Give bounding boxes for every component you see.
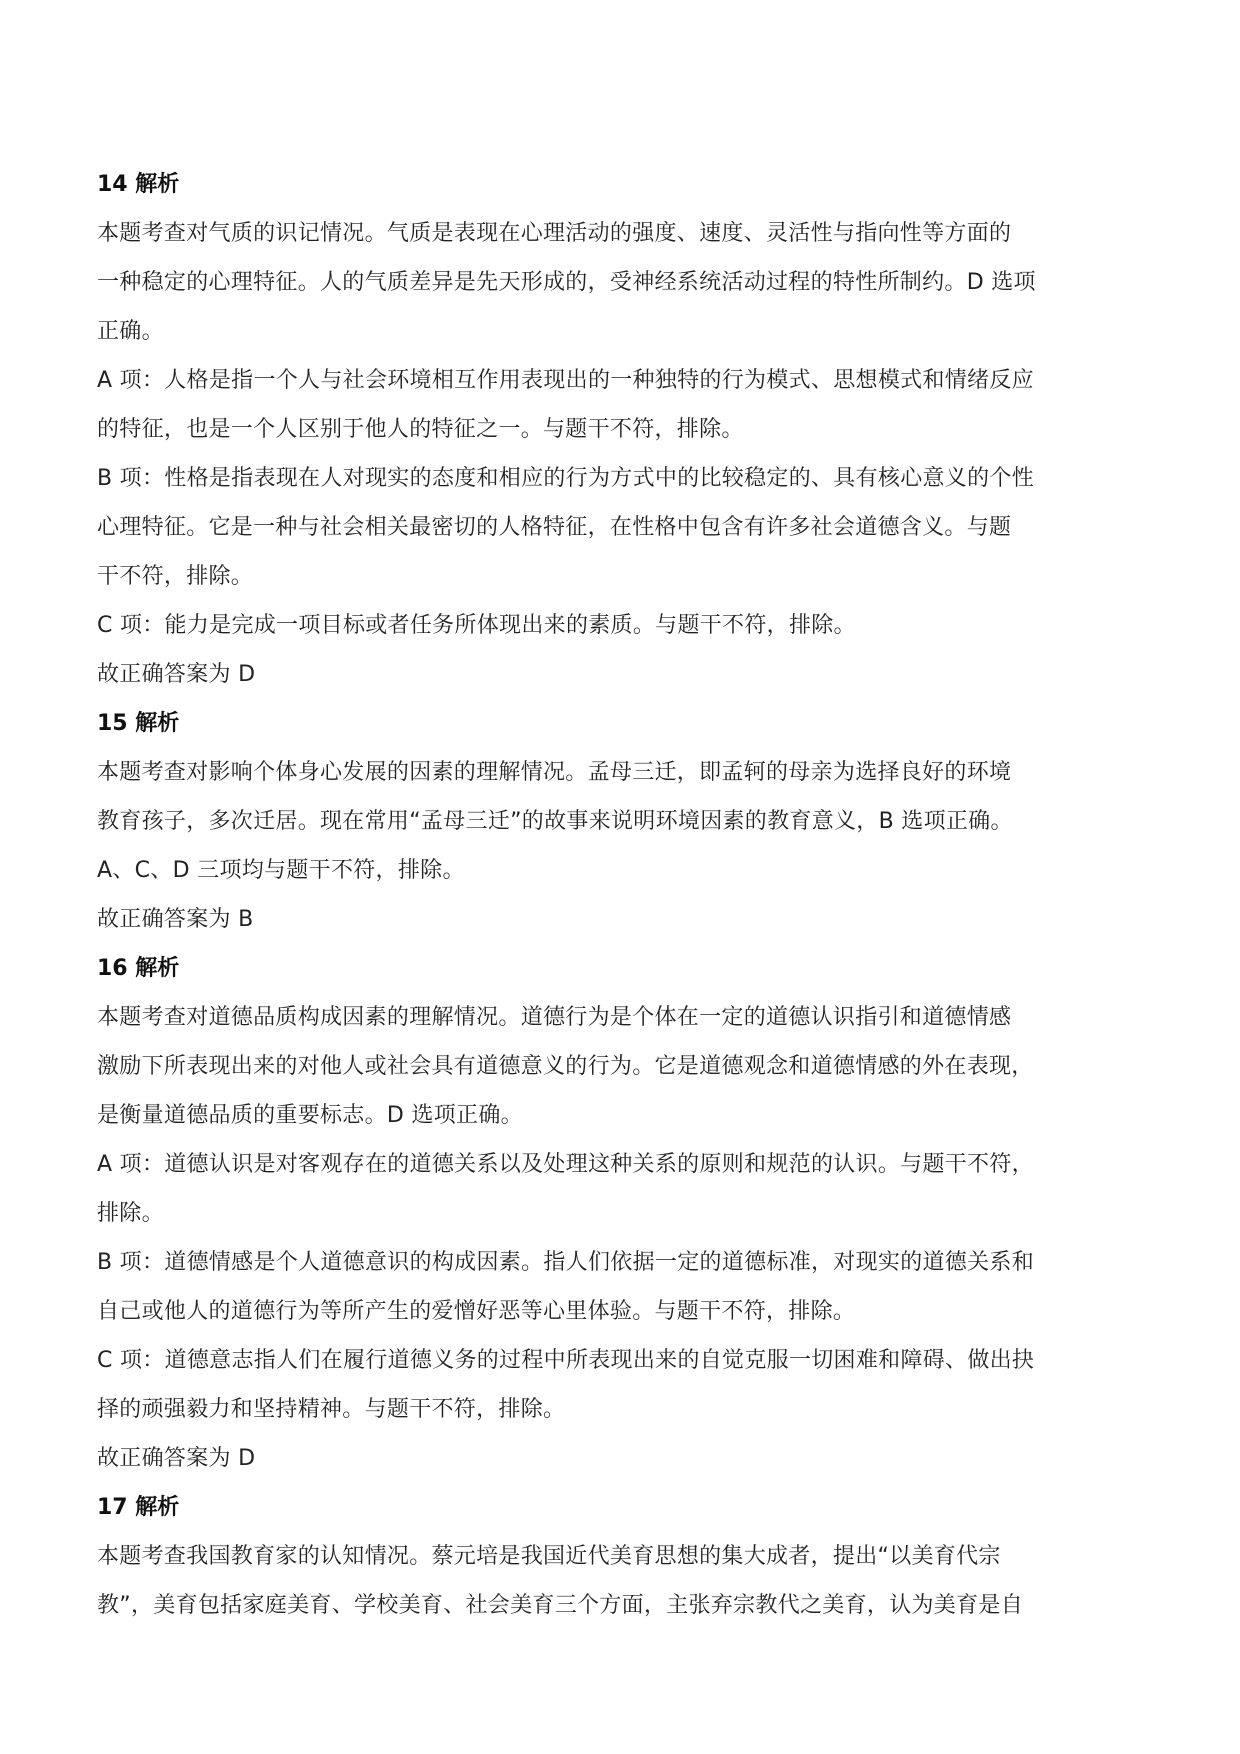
text-line: 故正确答案为 D: [97, 1446, 256, 1471]
text-line: 心理特征。它是一种与社会相关最密切的人格特征，在性格中包含有许多社会道德含义。与题: [97, 515, 1012, 540]
text-line: B 项：道德情感是个人道德意识的构成因素。指人们依据一定的道德标准，对现实的道德关系和: [97, 1250, 1034, 1275]
text-line: 一种稳定的心理特征。人的气质差异是先天形成的，受神经系统活动过程的特性所制约。D 选项: [97, 270, 1036, 295]
analysis-section: [97, 1483, 1157, 1630]
paragraph: [97, 356, 1157, 454]
text-line: A 项：人格是指一个人与社会环境相互作用表现出的一种独特的行为模式、思想模式和情绪反应: [97, 368, 1034, 393]
text-line: 干不符，排除。: [97, 564, 254, 589]
paragraph: [97, 895, 1157, 944]
text-line: C 项：能力是完成一项目标或者任务所体现出来的素质。与题干不符，排除。: [97, 613, 856, 638]
paragraph: [97, 1140, 1157, 1238]
text-line: 自己或他人的道德行为等所产生的爱憎好恶等心里体验。与题干不符，排除。: [97, 1299, 856, 1324]
text-line: 本题考查我国教育家的认知情况。蔡元培是我国近代美育思想的集大成者，提出“以美育代宗: [97, 1544, 1001, 1569]
paragraph: [97, 748, 1157, 846]
text-line: 教育孩子，多次迁居。现在常用“孟母三迁”的故事来说明环境因素的教育意义，B 选项正确。: [97, 809, 1013, 834]
section-heading: 15 解析: [97, 711, 180, 736]
paragraph: [97, 650, 1157, 699]
analysis-section: [97, 699, 1157, 944]
paragraph: [97, 1238, 1157, 1336]
text-line: 排除。: [97, 1201, 164, 1226]
text-line: 本题考查对道德品质构成因素的理解情况。道德行为是个体在一定的道德认识指引和道德情感: [97, 1005, 1012, 1030]
text-line: 是衡量道德品质的重要标志。D 选项正确。: [97, 1103, 523, 1128]
text-line: 择的顽强毅力和坚持精神。与题干不符，排除。: [97, 1397, 566, 1422]
text-line: B 项：性格是指表现在人对现实的态度和相应的行为方式中的比较稳定的、具有核心意义的个性: [97, 466, 1034, 491]
answer-analysis-page: [97, 160, 1157, 1630]
analysis-section: [97, 944, 1157, 1483]
paragraph: [97, 454, 1157, 601]
paragraph: [97, 1434, 1157, 1483]
text-line: C 项：道德意志指人们在履行道德义务的过程中所表现出来的自觉克服一切困难和障碍、做出抉: [97, 1348, 1035, 1373]
section-heading: 16 解析: [97, 956, 180, 981]
section-heading: 14 解析: [97, 172, 180, 197]
text-line: 故正确答案为 D: [97, 662, 256, 687]
paragraph: [97, 209, 1157, 356]
text-line: 教”，美育包括家庭美育、学校美育、社会美育三个方面，主张弃宗教代之美育，认为美育是自: [97, 1593, 1024, 1618]
paragraph: [97, 601, 1157, 650]
paragraph: [97, 993, 1157, 1140]
section-heading: 17 解析: [97, 1495, 180, 1520]
text-line: 正确。: [97, 319, 164, 344]
paragraph: [97, 1336, 1157, 1434]
text-line: A、C、D 三项均与题干不符，排除。: [97, 858, 465, 883]
text-line: 的特征，也是一个人区别于他人的特征之一。与题干不符，排除。: [97, 417, 744, 442]
analysis-section: [97, 160, 1157, 699]
text-line: 本题考查对影响个体身心发展的因素的理解情况。孟母三迁，即孟轲的母亲为选择良好的环境: [97, 760, 1012, 785]
paragraph: [97, 846, 1157, 895]
text-line: 故正确答案为 B: [97, 907, 254, 932]
text-line: A 项：道德认识是对客观存在的道德关系以及处理这种关系的原则和规范的认识。与题干不符，: [97, 1152, 1034, 1177]
paragraph: [97, 1532, 1157, 1630]
text-line: 激励下所表现出来的对他人或社会具有道德意义的行为。它是道德观念和道德情感的外在表现，: [97, 1054, 1034, 1079]
text-line: 本题考查对气质的识记情况。气质是表现在心理活动的强度、速度、灵活性与指向性等方面的: [97, 221, 1012, 246]
